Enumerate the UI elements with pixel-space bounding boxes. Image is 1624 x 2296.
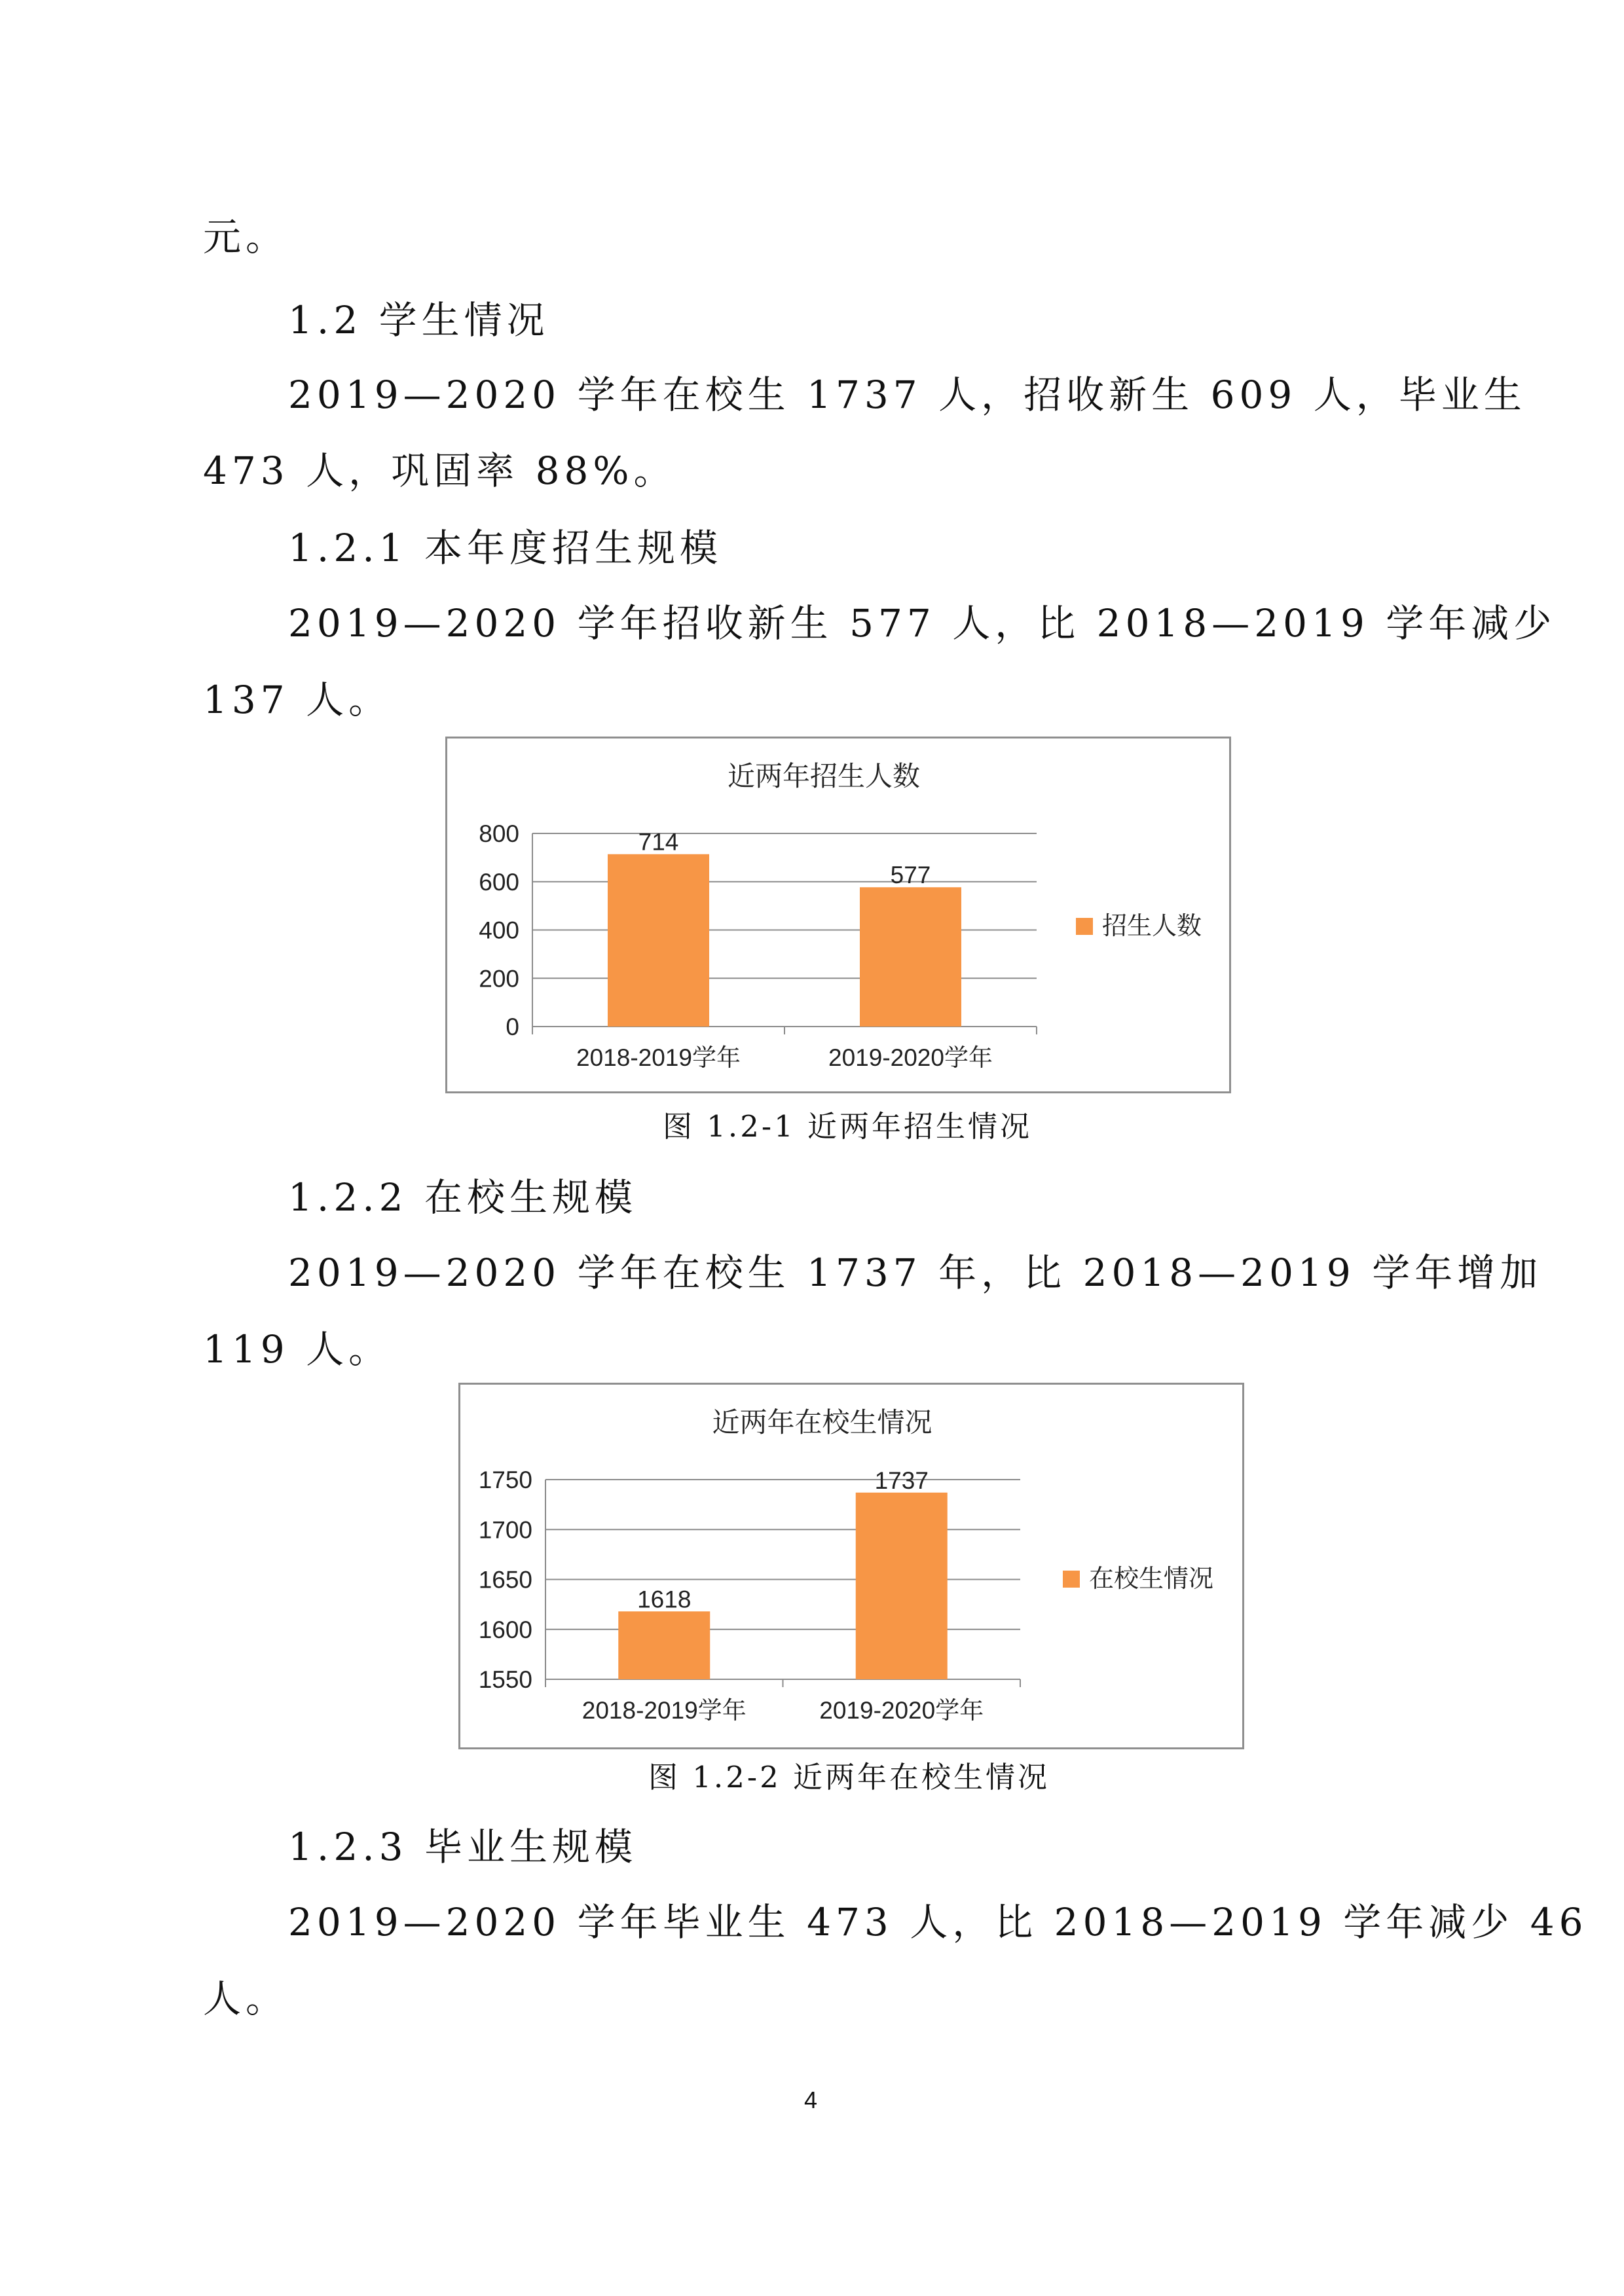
category-label: 2019-2020学年 — [828, 1044, 993, 1071]
paragraph-line: 2019—2020 学年招收新生 577 人，比 2018—2019 学年减少 — [288, 601, 1557, 646]
section-heading-1-2-2: 1.2.2 在校生规模 — [288, 1175, 638, 1220]
figure-caption-1: 图 1.2-1 近两年招生情况 — [663, 1109, 1033, 1144]
bar — [618, 1611, 710, 1679]
enrolled-students-chart-svg — [460, 1385, 1246, 1751]
enrollment-chart-svg — [447, 738, 1233, 1095]
y-tick-label: 1600 — [478, 1616, 532, 1643]
section-heading-1-2-1: 1.2.1 本年度招生规模 — [288, 526, 723, 570]
section-heading-1-2-3: 1.2.3 毕业生规模 — [288, 1825, 638, 1869]
y-tick-label: 600 — [479, 868, 519, 896]
data-label: 1737 — [874, 1467, 929, 1494]
category-label: 2018-2019学年 — [576, 1044, 741, 1071]
paragraph-line: 2019—2020 学年毕业生 473 人，比 2018—2019 学年减少 46 — [288, 1900, 1588, 1944]
paragraph-line: 473 人，巩固率 88%。 — [203, 448, 676, 493]
paragraph-line: 元。 — [203, 215, 289, 259]
bar — [608, 854, 709, 1027]
y-tick-label: 1750 — [478, 1467, 532, 1493]
paragraph-line: 119 人。 — [203, 1327, 392, 1372]
category-label: 2018-2019学年 — [581, 1697, 747, 1724]
figure-caption-2: 图 1.2-2 近两年在校生情况 — [648, 1760, 1050, 1795]
y-tick-label: 800 — [479, 820, 519, 847]
y-tick-label: 1650 — [478, 1566, 532, 1594]
chart-title: 近两年在校生情况 — [712, 1406, 932, 1438]
section-heading-1-2: 1.2 学生情况 — [288, 298, 549, 342]
paragraph-line: 2019—2020 学年在校生 1737 年，比 2018—2019 学年增加 — [288, 1250, 1543, 1295]
y-tick-label: 400 — [479, 917, 519, 944]
legend-label: 招生人数 — [1102, 911, 1202, 940]
y-tick-label: 1550 — [478, 1666, 532, 1693]
legend-label: 在校生情况 — [1089, 1564, 1214, 1593]
y-tick-label: 0 — [506, 1013, 519, 1040]
data-label: 714 — [638, 828, 679, 856]
legend-swatch — [1063, 1571, 1080, 1588]
enrolled-students-chart — [458, 1383, 1244, 1749]
paragraph-line: 137 人。 — [203, 678, 392, 722]
chart-title: 近两年招生人数 — [727, 760, 921, 792]
y-tick-label: 200 — [479, 965, 519, 993]
legend-swatch — [1076, 918, 1093, 935]
data-label: 1618 — [637, 1586, 692, 1613]
paragraph-line: 人。 — [203, 1977, 289, 2021]
bar — [860, 887, 961, 1027]
paragraph-line: 2019—2020 学年在校生 1737 人，招收新生 609 人，毕业生 — [288, 373, 1526, 417]
y-tick-label: 1700 — [478, 1516, 532, 1544]
data-label: 577 — [890, 862, 931, 889]
category-label: 2019-2020学年 — [819, 1697, 984, 1724]
page-number: 4 — [804, 2086, 818, 2113]
bar — [856, 1493, 948, 1679]
enrollment-chart — [445, 737, 1231, 1093]
